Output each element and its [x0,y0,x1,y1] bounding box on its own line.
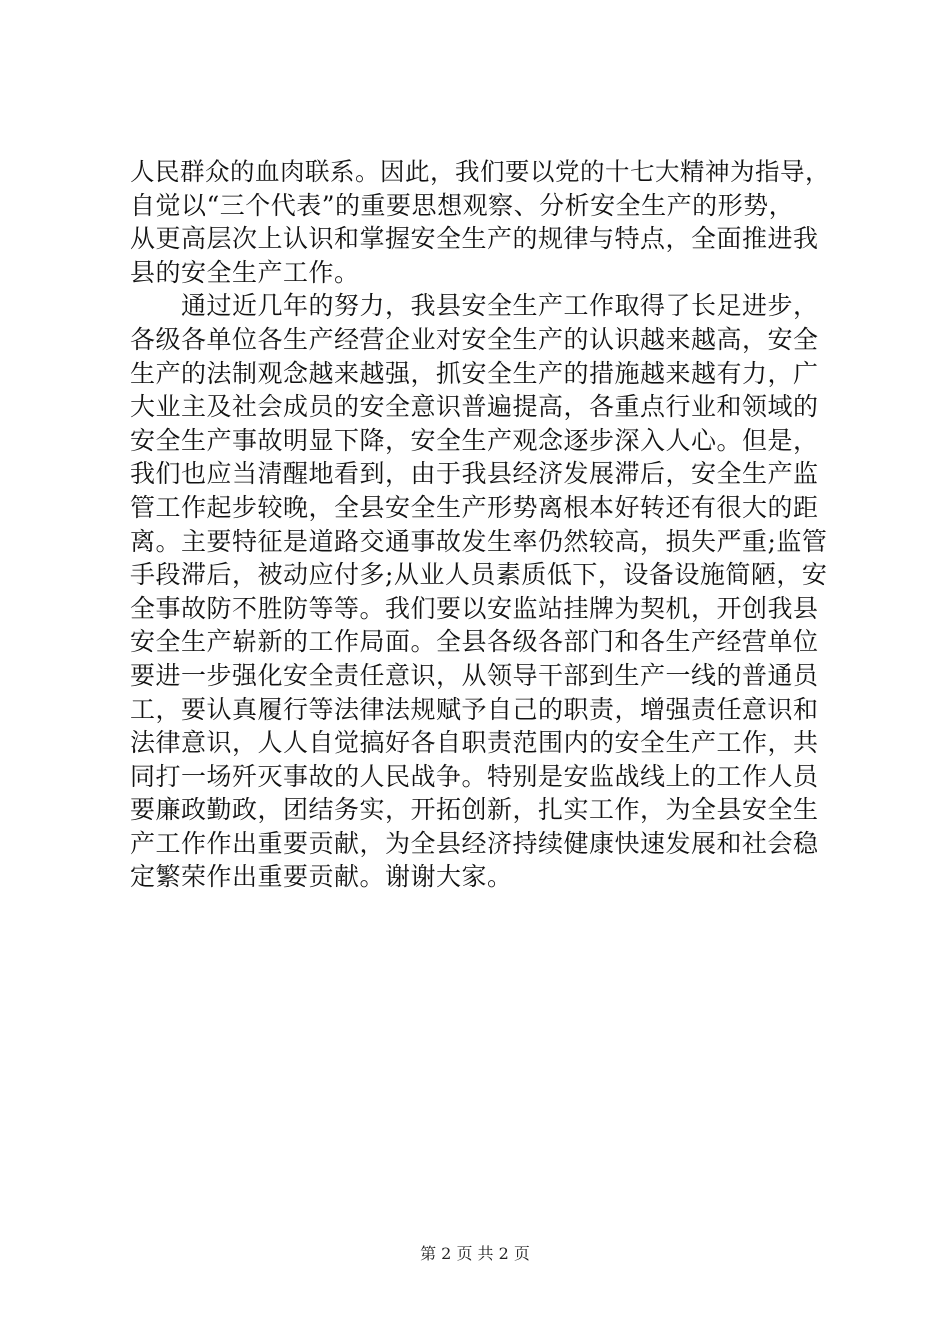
body-text [130,155,830,894]
text-line: 通过近几年的努力，我县安全生产工作取得了长足进步， [130,291,819,321]
text-line: 工，要认真履行等法律法规赋予自己的职责，增强责任意识和 [130,694,819,724]
text-line: 定繁荣作出重要贡献。谢谢大家。 [130,862,513,892]
text-line: 法律意识，人人自觉搞好各自职责范围内的安全生产工作，共 [130,728,819,758]
text-line: 县的安全生产工作。 [130,257,360,287]
text-line: 同打一场歼灭事故的人民战争。特别是安监战线上的工作人员 [130,761,819,791]
text-line: 安全生产崭新的工作局面。全县各级各部门和各生产经营单位 [130,627,819,657]
text-line: 人民群众的血肉联系。因此，我们要以党的十七大精神为指导， [130,157,830,186]
text-line: 产工作作出重要贡献，为全县经济持续健康快速发展和社会稳 [130,828,819,858]
text-line: 要进一步强化安全责任意识，从领导干部到生产一线的普通员 [130,660,819,690]
text-line: 离。主要特征是道路交通事故发生率仍然较高，损失严重;监管 [130,526,828,556]
text-line: 管工作起步较晚，全县安全生产形势离根本好转还有很大的距 [130,492,819,522]
text-line: 安全生产事故明显下降，安全生产观念逐步深入人心。但是， [130,425,819,455]
text-line: 全事故防不胜防等等。我们要以安监站挂牌为契机，开创我县 [130,593,819,623]
text-line: 要廉政勤政，团结务实，开拓创新，扎实工作，为全县安全生 [130,795,819,825]
text-line: 从更高层次上认识和掌握安全生产的规律与特点，全面推进我 [130,224,819,254]
page-number-footer: 第 2 页 共 2 页 [420,1244,530,1263]
text-line: 大业主及社会成员的安全意识普遍提高，各重点行业和领域的 [130,392,819,422]
text-line: 各级各单位各生产经营企业对安全生产的认识越来越高，安全 [130,324,819,354]
text-line: 生产的法制观念越来越强，抓安全生产的措施越来越有力，广 [130,358,819,388]
text-line: 我们也应当清醒地看到，由于我县经济发展滞后，安全生产监 [130,459,819,489]
text-line: 手段滞后，被动应付多;从业人员素质低下，设备设施简陋，安 [130,560,828,590]
text-line: 自觉以“三个代表”的重要思想观察、分析安全生产的形势， [130,190,795,220]
